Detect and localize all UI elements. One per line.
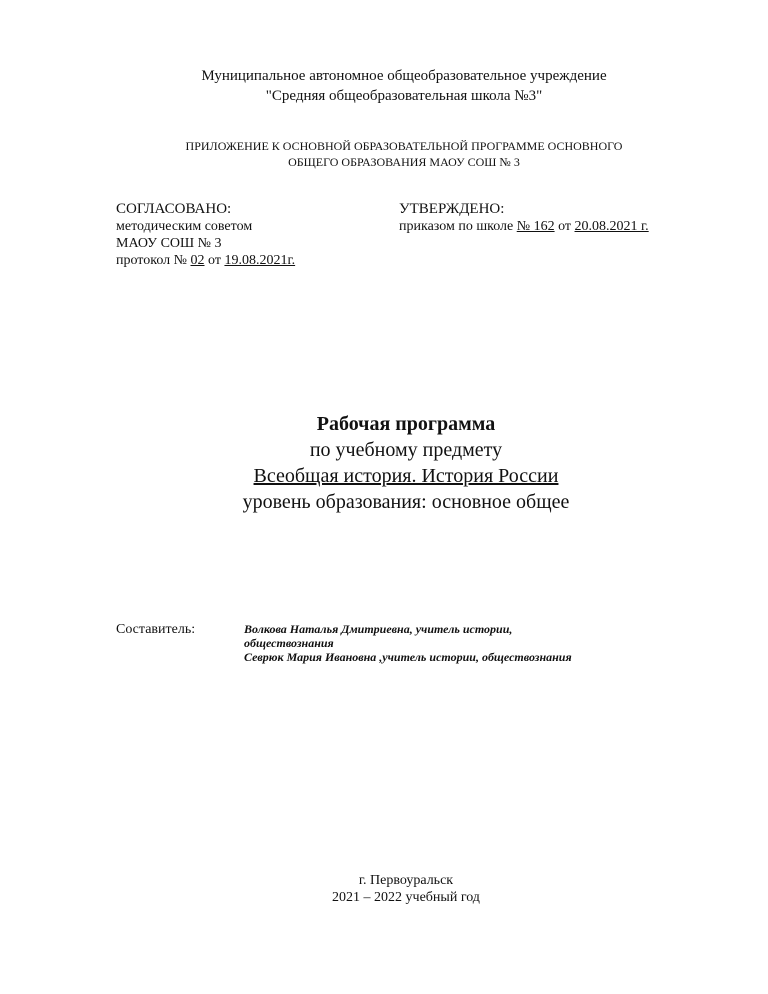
footer-year: 2021 – 2022 учебный год xyxy=(332,890,480,905)
order-date: 20.08.2021 г. xyxy=(574,219,649,234)
appendix-line2: ОБЩЕГО ОБРАЗОВАНИЯ МАОУ СОШ № 3 xyxy=(288,155,520,169)
protocol-line xyxy=(116,252,295,269)
agreed-block xyxy=(116,201,295,269)
approved-title: УТВЕРЖДЕНО: xyxy=(399,201,505,217)
compiler1-line2: обществознания xyxy=(244,636,334,650)
order-from: от xyxy=(554,219,575,234)
compiler-names xyxy=(244,622,572,664)
compiler-label: Составитель: xyxy=(116,622,196,637)
approved-block xyxy=(399,201,649,235)
organization-header xyxy=(0,66,768,106)
appendix-header xyxy=(0,138,768,170)
protocol-prefix: протокол № xyxy=(116,253,191,268)
program-level: уровень образования: основное общее xyxy=(242,491,570,513)
program-title-block xyxy=(0,411,768,515)
subject-name: Всеобщая история. История России xyxy=(253,465,559,487)
agreed-title: СОГЛАСОВАНО: xyxy=(116,201,232,217)
footer-city: г. Первоуральск xyxy=(358,873,454,888)
compiler2: Севрюк Мария Ивановна ,учитель истории, обществознания xyxy=(244,650,572,664)
order-prefix: приказом по школе xyxy=(399,219,517,234)
order-line xyxy=(399,218,649,235)
compiler1-line1: Волкова Наталья Дмитриевна, учитель истории, xyxy=(244,622,513,636)
protocol-date: 19.08.2021г. xyxy=(224,253,296,268)
footer-block xyxy=(0,872,768,906)
agreed-line2: МАОУ СОШ № 3 xyxy=(116,236,222,251)
appendix-line1: ПРИЛОЖЕНИЕ К ОСНОВНОЙ ОБРАЗОВАТЕЛЬНОЙ ПРОГРАММЕ ОСНОВНОГО xyxy=(185,139,623,153)
org-name-line1: Муниципальное автономное общеобразовательное учреждение xyxy=(201,68,607,84)
protocol-from: от xyxy=(204,253,225,268)
org-name-line2: "Средняя общеобразовательная школа №3" xyxy=(265,88,543,104)
program-subject xyxy=(0,463,768,489)
agreed-line1: методическим советом xyxy=(116,219,253,234)
order-number: № 162 xyxy=(516,219,555,234)
program-subtitle: по учебному предмету xyxy=(309,439,503,461)
protocol-number: 02 xyxy=(190,253,205,268)
program-title: Рабочая программа xyxy=(316,413,496,435)
